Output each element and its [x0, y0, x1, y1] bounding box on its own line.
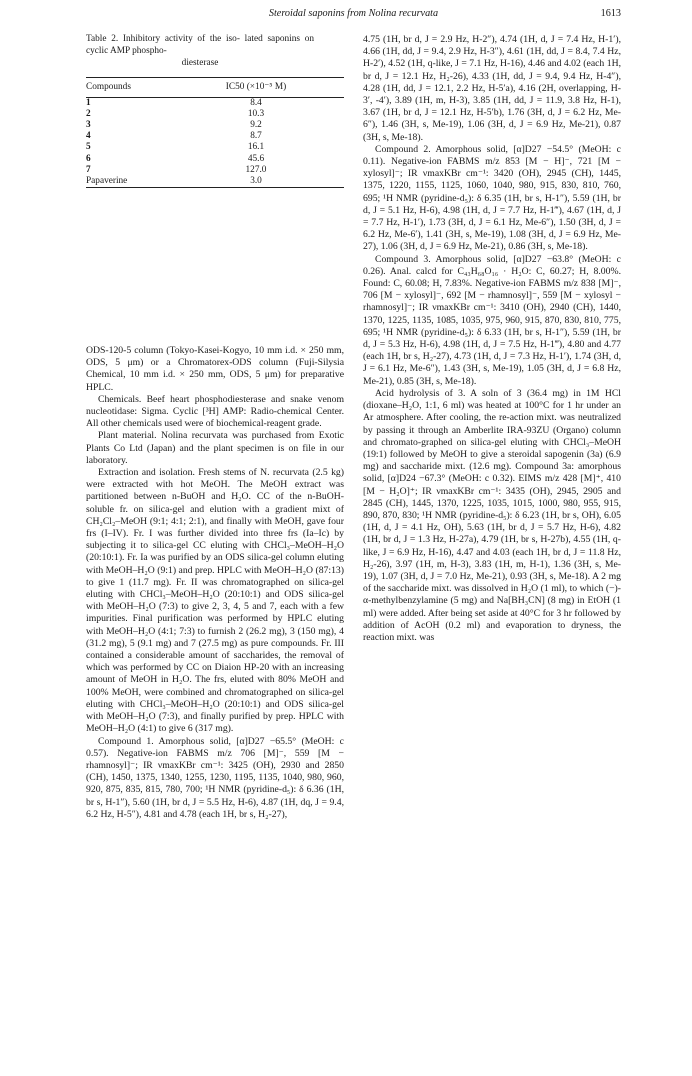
table-cell-ic50: 8.7 — [250, 131, 262, 142]
table-cell-compound: 7 — [86, 164, 91, 175]
paragraph-compound-3: Compound 3. Amorphous solid, [α]D27 −63.8° (MeOH: c 0.26). Anal. calcd for C₄₃H₆₈O₁₆ · H₂O: C, 60.27; H, 8.00%. Found: C, 60.08; H, 7.83%. Negative-ion FABMS m/z 838 [M]⁻, 706 [M − xylosyl]⁻, 692 [M − rhamnosyl]⁻, 559 [M − xylosyl − rhamnosyl]⁻; IR νmaxKBr cm⁻¹: 3410 (OH), 2940 (CH), 1440, 1370, 1225, 1135, 1085, 1035, 975, 960, 915, 870, 830, 810, 775, 695; ¹H NMR (pyridine-d₅): δ 6.33 (1H, br s, H-1″), 5.59 (1H, br d, J = 5.3 Hz, H-6), 4.98 (1H, d, J = 7.5 Hz, H-1‴), 4.80 and 4.77 (each 1H, br s, H₂-27), 4.73 (1H, d, J = 7.3 Hz, H-1′), 1.74 (3H, d, J = 6.1 Hz, Me-6″), 1.43 (3H, s, Me-19), 1.05 (3H, d, J = 6.8 Hz, Me-21), 0.85 (3H, s, Me-18). — [363, 253, 621, 387]
table-header-ic50: IC50 (×10⁻⁵ M) — [225, 82, 287, 93]
table-header-compounds: Compounds — [86, 82, 131, 93]
table-cell-ic50: 8.4 — [250, 97, 262, 108]
table-row — [86, 109, 344, 120]
running-title: Steroidal saponins from Nolina recurvata — [268, 8, 439, 19]
table-caption-line-2: lated saponins on cyclic AMP phospho- — [86, 34, 314, 56]
table-cell-compound: 6 — [86, 153, 91, 164]
paragraph-extraction-isolation: Extraction and isolation. Fresh stems of N. recurvata (2.5 kg) were extracted with hot MeOH. The MeOH extract was partitioned between n-BuOH and H₂O. CC of the n-BuOH-soluble fr. on silica-gel and elution with a gradient mixt of CH₂Cl₂–MeOH (9:1; 4:1; 2:1), and finally with MeOH, gave four frs (I–IV). Fr. I was further divided into three frs (Ia–Ic) by subjecting it to silica-gel CC eluting with CHCl₃–MeOH–H₂O (20:10:1). Fr. Ia was purified by an ODS silica-gel column eluting with MeOH–H₂O (9:1) and prep. HPLC with MeOH–H₂O (87:13) to give 1 (11.7 mg). Fr. II was chromatographed on silica-gel eluting with CHCl₃–MeOH–H₂O (20:10:1) and ODS silica-gel with MeOH–H₂O (7:3) to give 2, 3, 4, 5 and 7, each with a few impurities. Final purification was performed by HPLC eluting with MeOH–H₂O (4:1; 7:3) to furnish 2 (26.2 mg), 3 (150 mg), 4 (31.2 mg), 5 (9.1 mg) and 7 (27.5 mg) as pure compounds. Fr. III contained a considerable amount of saccharides, the removal of which was performed by CC on Diaion HP-20 with an increasing amount of MeOH in H₂O. The frs, eluted with 80% MeOH and 100% MeOH, were combined and chromatographed on silica-gel eluting with CHCl₃–MeOH–H₂O (20:10:1) and ODS silica-gel with MeOH–H₂O (7:3), and finally purified by prep. HPLC with MeOH–H₂O (4:1) to give 6 (317 mg). — [86, 467, 344, 735]
table-row — [86, 97, 344, 109]
table-cell-compound: Papaverine — [86, 176, 128, 187]
table-row — [86, 120, 344, 131]
paragraph-compound-1-cont: 4.75 (1H, br d, J = 2.9 Hz, H-2″), 4.74 (1H, d, J = 7.4 Hz, H-1′), 4.66 (1H, dd, J = 9.4, 2.9 Hz, H-3″), 4.61 (1H, dd, J = 8.4, 7.4 Hz, H-2′), 4.52 (1H, q-like, J = 7.1 Hz, H-16), 4.46 and 4.02 (each 1H, br d, J = 12.1 Hz, H₂-26), 4.33 (1H, dd, J = 9.4, 9.4 Hz, H-4″), 4.28 (1H, dd, J = 12.1, 2.2 Hz, H-5′a), 4.16 (2H, overlapping, H-3′, -4′), 3.89 (1H, m, H-3), 3.85 (1H, dd, J = 11.9, 3.8 Hz, H-1), 3.67 (1H, br d, J = 12.1 Hz, H-5′b), 1.76 (3H, d, J = 6.2 Hz, Me-6″), 1.46 (3H, s, Me-19), 1.06 (3H, d, J = 6.9 Hz, Me-21), 0.87 (3H, s, Me-18). — [363, 34, 621, 143]
table-cell-ic50: 45.6 — [247, 153, 265, 164]
table-header-row — [86, 78, 344, 97]
table-cell-ic50: 10.3 — [247, 108, 265, 119]
table-cell-ic50: 3.0 — [250, 176, 262, 187]
table-cell-compound: 2 — [86, 108, 91, 119]
left-column-text — [86, 345, 344, 821]
table-block — [86, 34, 344, 188]
table-row — [86, 131, 344, 142]
table-row — [86, 154, 344, 165]
page-header — [86, 8, 621, 26]
table-row — [86, 165, 344, 176]
table-caption-line-3: diesterase — [181, 57, 219, 68]
table-cell-ic50: 9.2 — [250, 120, 262, 130]
paragraph-chemicals: Chemicals. Beef heart phosphodiesterase and snake venom nucleotidase: Sigma. Cyclic [³H] AMP: Radio-chemical Center. All other chemicals used were of biochemical-reagent grade. — [86, 393, 344, 430]
paragraph-hplc-columns: ODS-120-5 column (Tokyo-Kasei-Kogyo, 10 mm i.d. × 250 mm, ODS, 5 μm) or a Chromatorex-ODS column (Fuji-Silysia Chemical, 10 mm i.d. × 250 mm, ODS, 5 μm) for preparative HPLC. — [86, 345, 344, 393]
table-caption — [86, 34, 314, 69]
table-row — [86, 142, 344, 153]
table-cell-compound: 1 — [86, 97, 91, 108]
table-cell-ic50: 127.0 — [245, 164, 267, 175]
table-cell-ic50: 16.1 — [247, 142, 265, 153]
paragraph-compound-1: Compound 1. Amorphous solid, [α]D27 −65.5° (MeOH: c 0.57). Negative-ion FABMS m/z 706 [M]⁻, 559 [M − rhamnosyl]⁻; IR νmaxKBr cm⁻¹: 3425 (OH), 2930 and 2850 (CH), 1450, 1375, 1340, 1255, 1230, 1195, 1135, 1040, 980, 960, 920, 875, 835, 815, 780, 700; ¹H NMR (pyridine-d₅): δ 6.36 (1H, br s, H-1″), 5.60 (1H, br d, J = 5.5 Hz, H-6), 4.87 (1H, dq, J = 9.4, 6.2 Hz, H-5″), 4.81 and 4.78 (each 1H, br s, H₂-27), — [86, 735, 344, 820]
page-number: 1613 — [600, 8, 621, 19]
table-cell-compound: 4 — [86, 131, 91, 142]
table-caption-line-1: Table 2. Inhibitory activity of the iso- — [86, 34, 240, 44]
paragraph-plant-material: Plant material. Nolina recurvata was purchased from Exotic Plants Co Ltd (Japan) and the plant specimen is on file in our laboratory. — [86, 430, 344, 466]
table-cell-compound: 5 — [86, 142, 91, 153]
table-cell-compound: 3 — [86, 120, 91, 130]
table-row — [86, 176, 344, 188]
paragraph-acid-hydrolysis: Acid hydrolysis of 3. A soln of 3 (36.4 mg) in 1M HCl (dioxane–H₂O, 1:1, 6 ml) was heated at 100°C for 1 hr under an Ar atmosphere. After cooling, the re-action mixt. was neutralized by passing it through an Amberlite IRA-93ZU (Organo) column and chromato-graphed on silica-gel eluting with CHCl₃–MeOH (19:1) followed by MeOH to give a steroidal sapogenin (3a) (6.9 mg) and saccharide mixt. (12.6 mg). Compound 3a: amorphous solid, [α]D24 −67.3° (MeOH: c 0.32). EIMS m/z 428 [M]⁺, 410 [M − H₂O]⁺; IR νmaxKBr cm⁻¹: 3435 (OH), 2945, 2905 and 2845 (CH), 1445, 1370, 1225, 1035, 1015, 1000, 980, 955, 915, 890, 870, 830; ¹H NMR (pyridine-d₅): δ 6.23 (1H, br s, OH), 6.05 (1H, d, J = 4.1 Hz, OH), 5.63 (1H, br d, J = 5.7 Hz, H-6), 4.82 (1H, br d, J = 1.3 Hz, H-27a), 4.79 (1H, br s, H-27b), 4.55 (1H, q-like, J = 6.9 Hz, H-16), 4.47 and 4.03 (each 1H, br d, J = 11.8 Hz, H₂-26), 3.97 (1H, m, H-3), 3.83 (1H, m, H-1), 1.36 (3H, s, Me-19), 1.07 (3H, d, J = 7.0 Hz, Me-21), 0.93 (3H, s, Me-18). A 2 mg of the saccharide mixt. was dissolved in H₂O (1 ml), to which (−)-α-methylbenzylamine (5 mg) and Na[BH₃CN] (8 mg) in EtOH (1 ml) were added. After being set aside at 40°C for 3 hr followed by addition of AcOH (0.2 ml) and evaporation to dryness, the reaction mixt. was — [363, 387, 621, 643]
inhibition-table — [86, 77, 344, 188]
right-column-text — [363, 34, 621, 644]
paragraph-compound-2: Compound 2. Amorphous solid, [α]D27 −54.5° (MeOH: c 0.11). Negative-ion FABMS m/z 853 [M − H]⁻, 721 [M − xylosyl]⁻; IR νmaxKBr cm⁻¹: 3420 (OH), 2945 (CH), 1445, 1375, 1220, 1155, 1125, 1060, 1040, 980, 915, 830, 810, 760, 695; ¹H NMR (pyridine-d₅): δ 6.35 (1H, br s, H-1″), 5.59 (1H, br d, J = 5.1 Hz, H-6), 4.98 (1H, d, J = 7.7 Hz, H-1‴), 4.67 (1H, d, J = 7.7 Hz, H-1′), 1.73 (3H, d, J = 6.1 Hz, Me-6″), 1.50 (3H, d, J = 6.2 Hz, Me-6′), 1.41 (3H, s, Me-19), 1.08 (3H, d, J = 6.9 Hz, Me-27), 1.06 (3H, d, J = 6.9 Hz, Me-21), 0.86 (3H, s, Me-18). — [363, 143, 621, 253]
